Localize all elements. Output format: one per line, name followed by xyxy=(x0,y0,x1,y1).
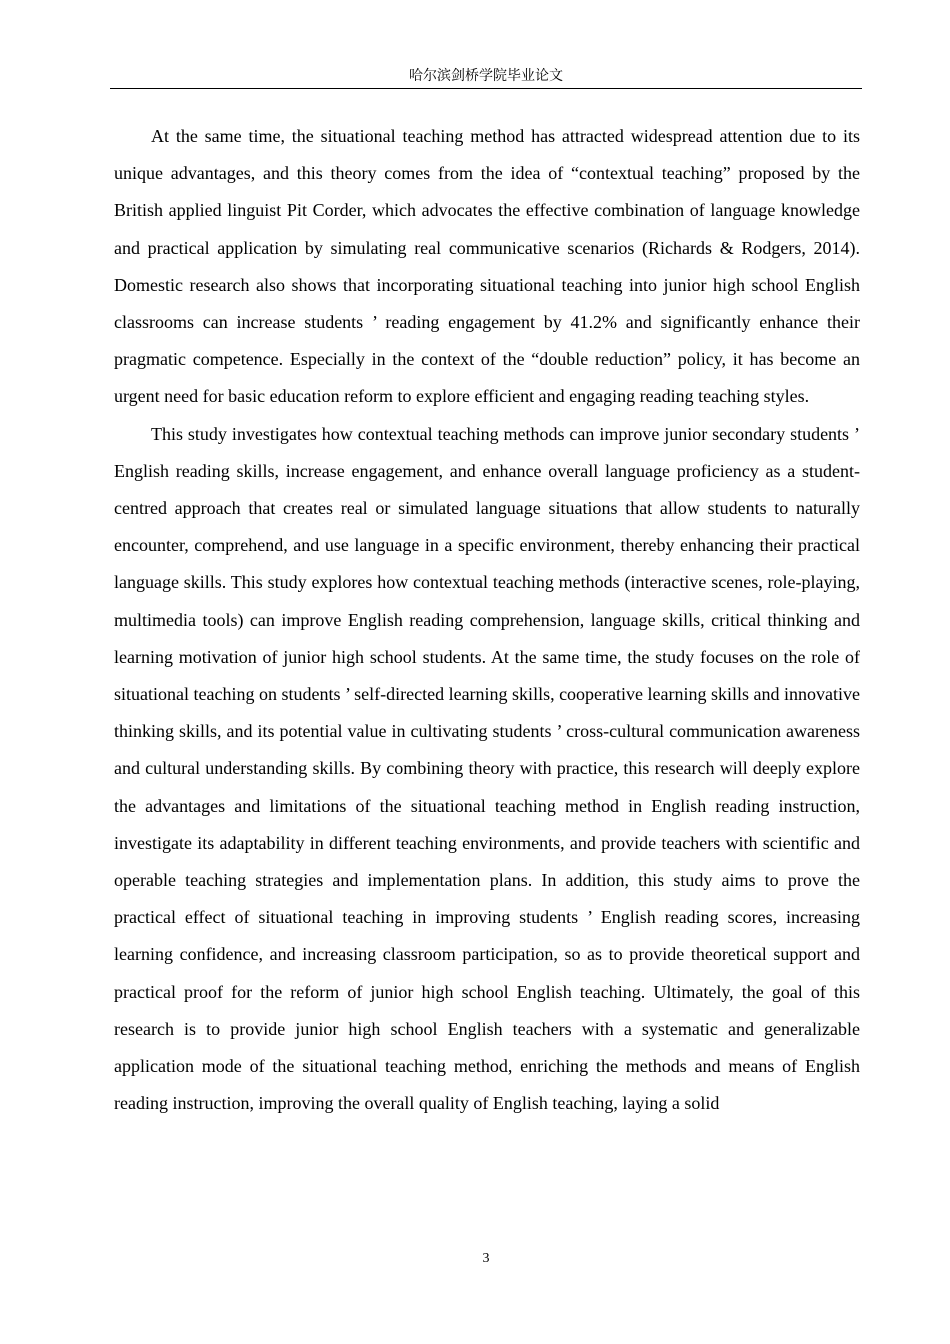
header-divider xyxy=(110,88,862,89)
paragraph-2: This study investigates how contextual teaching methods can improve junior secondary students ’ English reading skills, increase engagement, and enhance overall language proficiency as a student-centred approach that creates real or simulated language situations that allow students to naturally encounter, comprehend, and use language in a specific environment, thereby enhancing their practical language skills. This study explores how contextual teaching methods (interactive scenes, role-playing, multimedia tools) can improve English reading comprehension, language skills, critical thinking and learning motivation of junior high school students. At the same time, the study focuses on the role of situational teaching on students ’ self-directed learning skills, cooperative learning skills and innovative thinking skills, and its potential value in cultivating students ’ cross-cultural communication awareness and cultural understanding skills. By combining theory with practice, this research will deeply explore the advantages and limitations of the situational teaching method in English reading instruction, investigate its adaptability in different teaching environments, and provide teachers with scientific and operable teaching strategies and implementation plans. In addition, this study aims to prove the practical effect of situational teaching in improving students ’ English reading scores, increasing learning confidence, and increasing classroom participation, so as to provide theoretical support and practical proof for the reform of junior high school English teaching. Ultimately, the goal of this research is to provide junior high school English teachers with a systematic and generalizable application mode of the situational teaching method, enriching the methods and means of English reading instruction, improving the overall quality of English teaching, laying a solid xyxy=(114,423,860,1114)
body-text xyxy=(114,118,860,1122)
paragraph-1: At the same time, the situational teaching method has attracted widespread attention due to its unique advantages, and this theory comes from the idea of “contextual teaching” proposed by the British applied linguist Pit Corder, which advocates the effective combination of language knowledge and practical application by simulating real communicative scenarios (Richards & Rodgers, 2014). Domestic research also shows that incorporating situational teaching into junior high school English classrooms can increase students ’ reading engagement by 41.2% and significantly enhance their pragmatic competence. Especially in the context of the “double reduction” policy, it has become an urgent need for basic education reform to explore efficient and engaging reading teaching styles. xyxy=(114,126,860,407)
running-header: 哈尔滨剑桥学院毕业论文 xyxy=(409,68,563,84)
page-number: 3 xyxy=(482,1251,490,1266)
